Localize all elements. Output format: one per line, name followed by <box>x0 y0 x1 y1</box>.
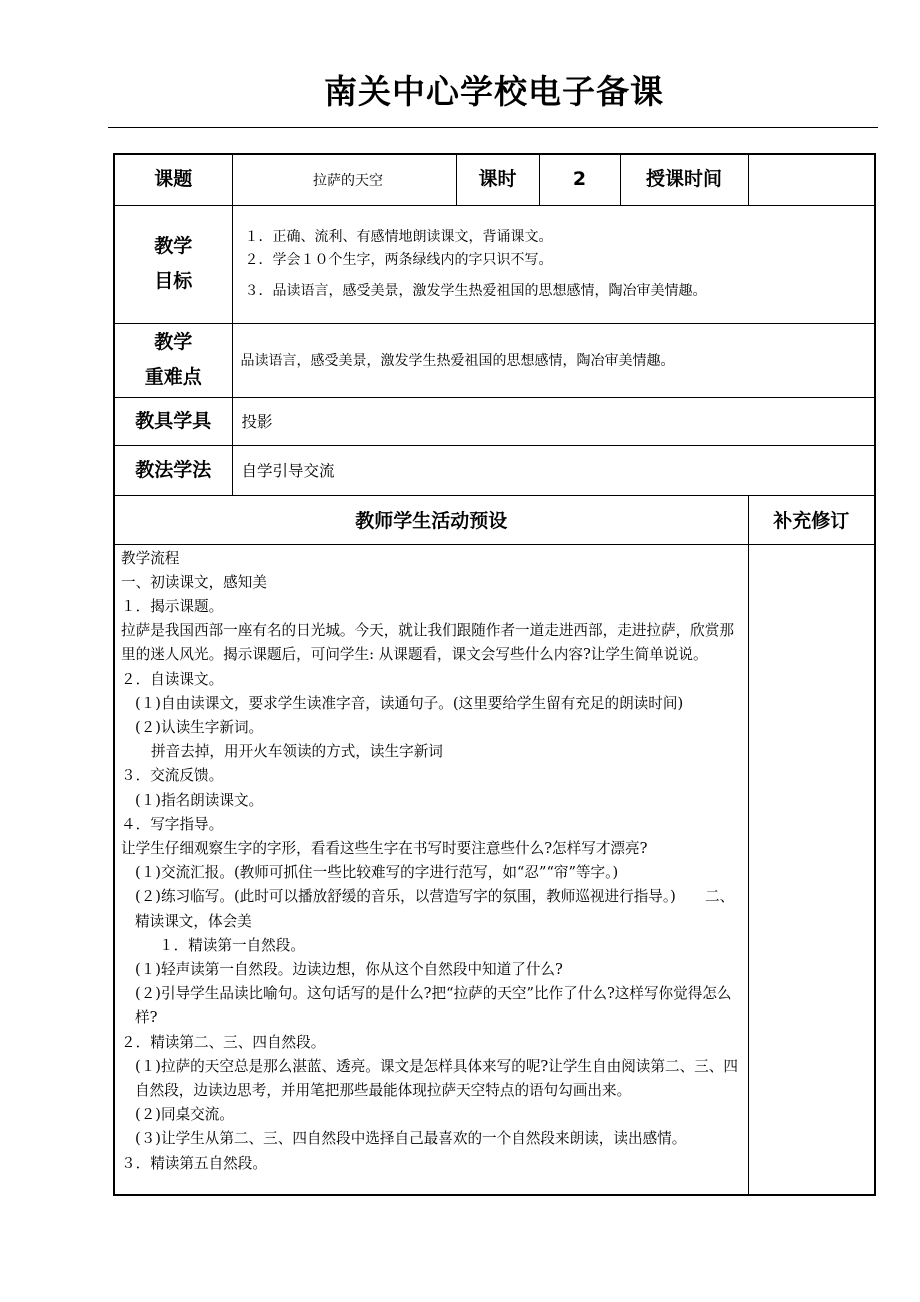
goal-item: １．正确、流利、有感情地朗读课文，背诵课文。 <box>244 228 553 245</box>
flow-line: ２．自读课文。 <box>121 670 224 688</box>
flow-line: (２)引导学生品读比喻句。这句话写的是什么?把“拉萨的天空”比作了什么?这样写你觉得怎么样? <box>135 985 732 1027</box>
topic-row <box>114 154 875 205</box>
flow-line: ３．精读第五自然段。 <box>121 1154 267 1172</box>
title-divider <box>108 127 878 128</box>
methods-row <box>114 445 875 495</box>
tools-label: 教具学具 <box>114 397 232 445</box>
flow-line: (２)同桌交流。 <box>135 1106 234 1124</box>
flow-line: １．揭示课题。 <box>121 597 224 615</box>
period-value: 2 <box>539 154 620 205</box>
activity-header: 教师学生活动预设 <box>114 495 748 544</box>
revision-header: 补充修订 <box>748 495 875 544</box>
flow-line: (１)交流汇报。(教师可抓住一些比较难写的字进行范写，如“忍”“帘”等字。) <box>135 864 619 882</box>
difficulty-content: 品读语言，感受美景，激发学生热爱祖国的思想感情，陶冶审美情趣。 <box>232 323 875 397</box>
difficulty-label <box>114 323 232 397</box>
tools-row <box>114 397 875 445</box>
goals-content <box>232 205 875 323</box>
goals-row <box>114 205 875 323</box>
goals-label-line1: 教学 <box>154 235 193 257</box>
goal-item: ３．品读语言，感受美景，激发学生热爱祖国的思想感情，陶冶审美情趣。 <box>244 282 707 299</box>
flow-line: (３)让学生从第二、三、四自然段中选择自己最喜欢的一个自然段来朗读，读出感情。 <box>135 1130 687 1148</box>
period-label: 课时 <box>456 154 539 205</box>
tools-content: 投影 <box>232 397 875 445</box>
section-header-row <box>114 495 875 544</box>
goals-label-line2: 目标 <box>154 270 193 292</box>
goals-label <box>114 205 232 323</box>
page-title: 南关中心学校电子备课 <box>324 72 664 111</box>
topic-label: 课题 <box>114 154 232 205</box>
flow-line: (２)认读生字新词。 <box>135 718 264 736</box>
teaching-flow <box>114 544 748 1195</box>
flow-line: 拉萨是我国西部一座有名的日光城。今天，就让我们跟随作者一道走进西部，走进拉萨，欣赏那里的迷人风光。揭示课题后，可问学生: 从课题看，课文会写些什么内容?让学生简单说说。 <box>121 622 734 664</box>
flow-line: 拼音去掉，用开火车领读的方式，读生字新词 <box>151 743 443 761</box>
methods-content: 自学引导交流 <box>232 445 875 495</box>
flow-line: ２．精读第二、三、四自然段。 <box>121 1033 326 1051</box>
teaching-time-label: 授课时间 <box>620 154 748 205</box>
flow-line: (１)自由读课文，要求学生读准字音，读通句子。(这里要给学生留有充足的朗读时间) <box>135 694 684 712</box>
topic-value: 拉萨的天空 <box>232 154 456 205</box>
flow-row <box>114 544 875 1195</box>
lesson-plan-table <box>113 153 876 1196</box>
flow-line: １．精读第一自然段。 <box>159 936 305 954</box>
difficulty-row <box>114 323 875 397</box>
flow-line: (１)拉萨的天空总是那么湛蓝、透亮。课文是怎样具体来写的呢?让学生自由阅读第二、三、四自然段，边读边思考，并用笔把那些最能体现拉萨天空特点的语句勾画出来。 <box>135 1057 738 1099</box>
flow-line: (１)指名朗读课文。 <box>135 791 264 809</box>
flow-line: 让学生仔细观察生字的字形，看看这些生字在书写时要注意些什么?怎样写才漂亮? <box>121 839 648 857</box>
methods-label: 教法学法 <box>114 445 232 495</box>
flow-line: ４．写字指导。 <box>121 815 224 833</box>
difficulty-label-line2: 重难点 <box>144 366 202 388</box>
goal-item: ２．学会１０个生字，两条绿线内的字只识不写。 <box>244 251 553 268</box>
flow-line: 教学流程 <box>121 549 180 567</box>
flow-line: (１)轻声读第一自然段。边读边想，你从这个自然段中知道了什么? <box>135 960 563 978</box>
flow-line: (２)练习临写。(此时可以播放舒缓的音乐，以营造写字的氛围，教师巡视进行指导。) 二、精读课文，体会美 <box>135 888 735 930</box>
flow-line: 一、初读课文，感知美 <box>121 573 267 591</box>
flow-line: ３．交流反馈。 <box>121 767 224 785</box>
revision-notes-cell <box>748 544 875 1195</box>
difficulty-label-line1: 教学 <box>154 331 193 353</box>
teaching-time-value <box>748 154 875 205</box>
